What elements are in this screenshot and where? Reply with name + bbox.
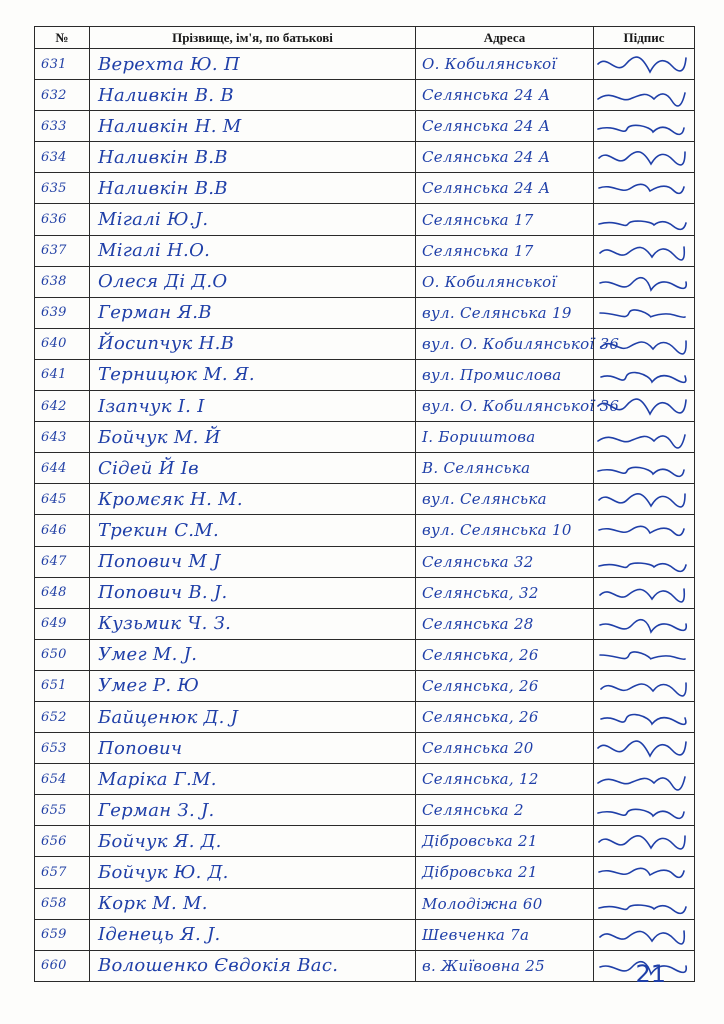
row-number-cell (35, 422, 90, 453)
full-name: Сідей Й Ів (98, 457, 199, 479)
full-name-cell (90, 173, 416, 204)
full-name: Іденець Я. Ј. (98, 924, 221, 946)
table-row (35, 359, 695, 390)
signature-scribble (594, 672, 694, 700)
full-name: Волошенко Євдокія Вас. (98, 955, 339, 977)
table-row (35, 484, 695, 515)
address: О. Кобилянської (422, 55, 557, 74)
table-row (35, 795, 695, 826)
signature-cell (594, 484, 695, 515)
row-number: 653 (41, 740, 67, 756)
row-number: 655 (41, 802, 67, 818)
full-name-cell (90, 795, 416, 826)
address-cell (416, 795, 594, 826)
signature-scribble (594, 641, 694, 669)
full-name: Попович В. Ј. (98, 582, 228, 604)
signature-scribble (594, 174, 694, 202)
address: Селянська, 26 (422, 645, 539, 664)
address: Селянська 32 (422, 552, 534, 571)
row-number-cell (35, 328, 90, 359)
signature-scribble (594, 206, 694, 234)
table-row (35, 546, 695, 577)
row-number-cell (35, 80, 90, 111)
signature-scribble (594, 827, 694, 855)
row-number-cell (35, 204, 90, 235)
signature-table (34, 26, 695, 982)
signature-cell (594, 266, 695, 297)
signature-cell (594, 919, 695, 950)
row-number: 633 (41, 118, 67, 134)
signature-scribble (594, 237, 694, 265)
table-row (35, 142, 695, 173)
signature-cell (594, 888, 695, 919)
full-name-cell (90, 546, 416, 577)
address: Селянська 24 А (422, 117, 551, 136)
signature-cell (594, 173, 695, 204)
address-cell (416, 515, 594, 546)
full-name-cell (90, 266, 416, 297)
full-name-cell (90, 235, 416, 266)
address-cell (416, 639, 594, 670)
row-number: 649 (41, 616, 67, 632)
full-name: Бойчук Я. Д. (98, 830, 222, 852)
row-number: 642 (41, 398, 67, 414)
full-name: Корк М. М. (98, 893, 208, 915)
address: вул. О. Кобилянської 36 (422, 334, 620, 353)
table-row (35, 670, 695, 701)
signature-scribble (594, 765, 694, 793)
address-cell (416, 950, 594, 981)
address: О. Кобилянської (422, 272, 557, 291)
address-cell (416, 888, 594, 919)
full-name: Бойчук Ю. Д. (98, 861, 229, 883)
row-number: 646 (41, 522, 67, 538)
table-row (35, 608, 695, 639)
table-row (35, 173, 695, 204)
address-cell (416, 670, 594, 701)
address: Шевченка 7а (422, 925, 530, 944)
signature-cell (594, 546, 695, 577)
full-name-cell (90, 328, 416, 359)
address: В. Селянська (422, 459, 531, 478)
signature-scribble (594, 610, 694, 638)
address-cell (416, 204, 594, 235)
address: в. Жиївовна 25 (422, 956, 545, 975)
address-cell (416, 235, 594, 266)
full-name: Кузьмик Ч. З. (98, 613, 232, 635)
row-number-cell (35, 919, 90, 950)
full-name-cell (90, 111, 416, 142)
row-number: 632 (41, 87, 67, 103)
row-number-cell (35, 453, 90, 484)
full-name-cell (90, 701, 416, 732)
address: вул. О. Кобилянської 36 (422, 397, 620, 416)
table-row (35, 391, 695, 422)
table-row (35, 422, 695, 453)
full-name-cell (90, 857, 416, 888)
row-number: 645 (41, 491, 67, 507)
row-number: 660 (41, 958, 67, 974)
full-name-cell (90, 919, 416, 950)
signature-scribble (594, 890, 694, 918)
address-cell (416, 701, 594, 732)
row-number: 636 (41, 212, 67, 228)
row-number-cell (35, 359, 90, 390)
full-name: Наливкін В.В (98, 146, 228, 168)
full-name: Герман З. Ј. (98, 799, 215, 821)
address: Селянська 17 (422, 210, 534, 229)
signature-cell (594, 359, 695, 390)
signature-cell (594, 795, 695, 826)
table-row (35, 639, 695, 670)
address: Селянська, 26 (422, 708, 539, 727)
signature-scribble (594, 112, 694, 140)
signature-cell (594, 826, 695, 857)
signature-scribble (594, 796, 694, 824)
address-cell (416, 826, 594, 857)
signature-cell (594, 639, 695, 670)
table-row (35, 297, 695, 328)
address-cell (416, 919, 594, 950)
signature-cell (594, 608, 695, 639)
address-cell (416, 422, 594, 453)
signature-scribble (594, 268, 694, 296)
address: вул. Промислова (422, 365, 562, 384)
full-name: Мігалі Ю.Ј. (98, 209, 209, 231)
signature-cell (594, 204, 695, 235)
signature-scribble (594, 921, 694, 949)
row-number: 640 (41, 336, 67, 352)
full-name-cell (90, 639, 416, 670)
signature-cell (594, 235, 695, 266)
full-name-cell (90, 608, 416, 639)
signature-scribble (594, 143, 694, 171)
address-cell (416, 297, 594, 328)
full-name-cell (90, 670, 416, 701)
row-number-cell (35, 701, 90, 732)
row-number-cell (35, 297, 90, 328)
full-name: Терницюк М. Я. (98, 364, 255, 386)
full-name: Герман Я.В (98, 302, 212, 324)
address-cell (416, 173, 594, 204)
table-row (35, 577, 695, 608)
full-name-cell (90, 80, 416, 111)
row-number: 631 (41, 56, 67, 72)
full-name: Йосипчук Н.В (98, 333, 235, 355)
row-number: 650 (41, 647, 67, 663)
row-number-cell (35, 608, 90, 639)
table-row (35, 235, 695, 266)
signature-scribble (594, 361, 694, 389)
full-name: Наливкін В. В (98, 84, 234, 106)
address: Дібровська 21 (422, 863, 538, 882)
table-row (35, 857, 695, 888)
table-row (35, 888, 695, 919)
full-name: Наливкін Н. М (98, 115, 242, 137)
address: вул. Селянська 19 (422, 303, 572, 322)
row-number-cell (35, 670, 90, 701)
row-number-cell (35, 826, 90, 857)
signature-cell (594, 670, 695, 701)
row-number: 659 (41, 927, 67, 943)
table-row (35, 266, 695, 297)
address-cell (416, 733, 594, 764)
address-cell (416, 111, 594, 142)
signature-scribble (594, 454, 694, 482)
full-name-cell (90, 950, 416, 981)
address-cell (416, 608, 594, 639)
signature-scribble (594, 516, 694, 544)
table-row (35, 701, 695, 732)
full-name-cell (90, 422, 416, 453)
row-number-cell (35, 173, 90, 204)
row-number: 651 (41, 678, 67, 694)
signature-scribble (594, 423, 694, 451)
address: Селянська 20 (422, 739, 534, 758)
row-number-cell (35, 577, 90, 608)
address: Селянська, 26 (422, 676, 539, 695)
address-cell (416, 546, 594, 577)
full-name: Верехта Ю. П (98, 53, 240, 75)
signature-cell (594, 733, 695, 764)
full-name: Ізапчук І. І (98, 395, 205, 417)
address: Селянська, 32 (422, 583, 539, 602)
address-cell (416, 359, 594, 390)
signature-scribble (594, 485, 694, 513)
full-name-cell (90, 49, 416, 80)
address-cell (416, 328, 620, 359)
signature-cell (594, 857, 695, 888)
address-cell (416, 391, 620, 422)
full-name-cell (90, 453, 416, 484)
row-number: 657 (41, 864, 67, 880)
column-header-signature: Підпис (594, 27, 695, 49)
table-body (35, 49, 695, 982)
row-number: 644 (41, 460, 67, 476)
address-cell (416, 764, 594, 795)
signature-cell (594, 142, 695, 173)
full-name-cell (90, 484, 416, 515)
full-name-cell (90, 142, 416, 173)
full-name: Умег Р. Ю (98, 675, 200, 697)
row-number: 656 (41, 833, 67, 849)
row-number-cell (35, 515, 90, 546)
table-row (35, 111, 695, 142)
address-cell (416, 857, 594, 888)
address-cell (416, 453, 594, 484)
table-row (35, 328, 695, 359)
column-header-name: Прізвище, ім'я, по батькові (90, 27, 416, 49)
address: Селянська 24 А (422, 148, 551, 167)
full-name-cell (90, 733, 416, 764)
signature-scribble (594, 548, 694, 576)
table-row (35, 453, 695, 484)
address-cell (416, 49, 594, 80)
page-number: 21 (635, 960, 666, 988)
signature-cell (594, 453, 695, 484)
table-row (35, 80, 695, 111)
row-number: 639 (41, 305, 67, 321)
signature-cell (594, 577, 695, 608)
row-number-cell (35, 391, 90, 422)
full-name: Трекин С.М. (98, 519, 220, 541)
row-number: 648 (41, 585, 67, 601)
address: Селянська 24 А (422, 86, 551, 105)
table-header-row (35, 27, 695, 49)
signature-scribble (594, 858, 694, 886)
table-row (35, 49, 695, 80)
signature-cell (594, 297, 695, 328)
row-number: 637 (41, 243, 67, 259)
row-number-cell (35, 484, 90, 515)
address: Селянська 17 (422, 241, 534, 260)
signature-cell (594, 49, 695, 80)
column-header-number: № (35, 27, 90, 49)
signature-scribble (594, 579, 694, 607)
row-number-cell (35, 733, 90, 764)
full-name-cell (90, 297, 416, 328)
address-cell (416, 142, 594, 173)
row-number-cell (35, 795, 90, 826)
table-row (35, 515, 695, 546)
row-number: 641 (41, 367, 67, 383)
address: Селянська 24 А (422, 179, 551, 198)
full-name: Наливкін В.В (98, 177, 228, 199)
row-number: 643 (41, 429, 67, 445)
table-row (35, 919, 695, 950)
row-number: 658 (41, 896, 67, 912)
full-name-cell (90, 204, 416, 235)
row-number-cell (35, 546, 90, 577)
signature-scribble (594, 734, 694, 762)
signature-scribble (594, 703, 694, 731)
row-number: 652 (41, 709, 67, 725)
address: вул. Селянська 10 (422, 521, 572, 540)
row-number-cell (35, 266, 90, 297)
address: Селянська, 12 (422, 770, 539, 789)
row-number-cell (35, 111, 90, 142)
full-name: Олеся Ді Д.О (98, 271, 228, 293)
full-name: Маріка Г.М. (98, 768, 217, 790)
row-number-cell (35, 142, 90, 173)
signature-scribble (594, 81, 694, 109)
full-name: Мігалі Н.О. (98, 240, 211, 262)
full-name: Умег М. Ј. (98, 644, 198, 666)
table-row (35, 204, 695, 235)
signature-cell (594, 80, 695, 111)
full-name-cell (90, 359, 416, 390)
full-name-cell (90, 515, 416, 546)
table-row (35, 950, 695, 981)
signature-scribble (594, 50, 694, 78)
row-number: 635 (41, 180, 67, 196)
address: Молодіжна 60 (422, 894, 543, 913)
address-cell (416, 484, 594, 515)
signature-cell (594, 422, 695, 453)
row-number: 654 (41, 771, 67, 787)
signature-cell (594, 764, 695, 795)
signature-cell (594, 328, 695, 359)
table-row (35, 733, 695, 764)
full-name: Попович (98, 737, 183, 759)
row-number-cell (35, 639, 90, 670)
full-name: Попович М Ј (98, 551, 221, 573)
row-number-cell (35, 857, 90, 888)
full-name: Бойчук М. Й (98, 426, 221, 448)
address: Дібровська 21 (422, 832, 538, 851)
full-name-cell (90, 391, 416, 422)
column-header-address: Адреса (416, 27, 594, 49)
full-name-cell (90, 764, 416, 795)
address: І. Бориштова (422, 428, 536, 447)
full-name: Кромєяк Н. М. (98, 488, 243, 510)
row-number: 647 (41, 554, 67, 570)
signature-cell (594, 111, 695, 142)
full-name-cell (90, 888, 416, 919)
row-number-cell (35, 764, 90, 795)
address: Селянська 2 (422, 801, 524, 820)
full-name-cell (90, 826, 416, 857)
full-name: Байценюк Д. Ј (98, 706, 239, 728)
row-number-cell (35, 950, 90, 981)
address-cell (416, 80, 594, 111)
signature-scribble (594, 299, 694, 327)
address-cell (416, 577, 594, 608)
signature-cell (594, 515, 695, 546)
row-number-cell (35, 49, 90, 80)
row-number: 638 (41, 274, 67, 290)
row-number-cell (35, 888, 90, 919)
row-number: 634 (41, 149, 67, 165)
address-cell (416, 266, 594, 297)
table-row (35, 826, 695, 857)
table-row (35, 764, 695, 795)
address: Селянська 28 (422, 614, 534, 633)
signature-cell (594, 701, 695, 732)
address: вул. Селянська (422, 490, 547, 509)
full-name-cell (90, 577, 416, 608)
row-number-cell (35, 235, 90, 266)
